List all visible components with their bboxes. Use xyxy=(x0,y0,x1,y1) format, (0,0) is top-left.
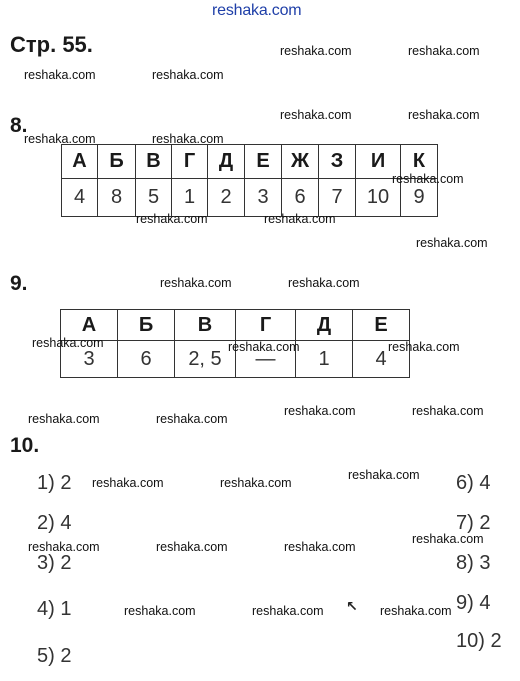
table-cell: 2 xyxy=(208,179,245,217)
table-cell: 10 xyxy=(356,179,401,217)
table-header-cell: Е xyxy=(353,310,410,341)
table-header-cell: В xyxy=(136,145,172,179)
table-header-cell: Е xyxy=(245,145,282,179)
table-cell: 6 xyxy=(282,179,319,217)
watermark: reshaka.com xyxy=(32,336,104,350)
watermark: reshaka.com xyxy=(24,132,96,146)
watermark: reshaka.com xyxy=(284,404,356,418)
watermark: reshaka.com xyxy=(284,540,356,554)
watermark: reshaka.com xyxy=(280,108,352,122)
answer-item: 6) 4 xyxy=(456,472,491,494)
answer-item: 7) 2 xyxy=(456,512,491,534)
table-cell: 5 xyxy=(136,179,172,217)
watermark: reshaka.com xyxy=(152,132,224,146)
watermark: reshaka.com xyxy=(392,172,464,186)
table-header-cell: Б xyxy=(118,310,175,341)
table-cell: 4 xyxy=(353,341,410,378)
watermark: reshaka.com xyxy=(160,276,232,290)
task-8-table xyxy=(61,144,438,217)
table-cell: 6 xyxy=(118,341,175,378)
table-cell: 1 xyxy=(172,179,208,217)
answer-item: 1) 2 xyxy=(37,472,72,494)
answer-item: 2) 4 xyxy=(37,512,72,534)
watermark: reshaka.com xyxy=(156,540,228,554)
answer-item: 9) 4 xyxy=(456,592,491,614)
page-title: Стр. 55. xyxy=(10,32,93,57)
watermark: reshaka.com xyxy=(280,44,352,58)
task-8-number: 8. xyxy=(10,114,28,137)
watermark: reshaka.com xyxy=(264,212,336,226)
watermark: reshaka.com xyxy=(28,540,100,554)
pen-mark-icon: ↖ xyxy=(346,598,358,614)
watermark: reshaka.com xyxy=(24,68,96,82)
watermark: reshaka.com xyxy=(252,604,324,618)
table-header-cell: Г xyxy=(236,310,296,341)
task-9-number: 9. xyxy=(10,272,28,295)
watermark: reshaka.com xyxy=(288,276,360,290)
table-header-cell: И xyxy=(356,145,401,179)
task-10-number: 10. xyxy=(10,434,40,457)
watermark: reshaka.com xyxy=(412,404,484,418)
watermark: reshaka.com xyxy=(92,476,164,490)
table-cell: 8 xyxy=(98,179,136,217)
watermark: reshaka.com xyxy=(412,532,484,546)
answer-item: 10) 2 xyxy=(456,630,502,652)
table-header-cell: З xyxy=(319,145,356,179)
table-header-cell: А xyxy=(62,145,98,179)
table-cell: 1 xyxy=(296,341,353,378)
watermark: reshaka.com xyxy=(416,236,488,250)
table-cell: — xyxy=(236,341,296,378)
table-header-cell: А xyxy=(61,310,118,341)
watermark: reshaka.com xyxy=(388,340,460,354)
watermark: reshaka.com xyxy=(124,604,196,618)
table-header-cell: Д xyxy=(208,145,245,179)
table-cell: 4 xyxy=(62,179,98,217)
table-header-cell: К xyxy=(401,145,438,179)
watermark: reshaka.com xyxy=(152,68,224,82)
table-header-cell: Г xyxy=(172,145,208,179)
table-cell: 3 xyxy=(245,179,282,217)
watermark: reshaka.com xyxy=(156,412,228,426)
watermark: reshaka.com xyxy=(408,108,480,122)
watermark: reshaka.com xyxy=(28,412,100,426)
table-cell: 2, 5 xyxy=(175,341,236,378)
answer-item: 3) 2 xyxy=(37,552,72,574)
site-header-link[interactable]: reshaka.com xyxy=(212,2,302,19)
answer-item: 5) 2 xyxy=(37,645,72,667)
table-header-cell: Д xyxy=(296,310,353,341)
table-header-cell: Ж xyxy=(282,145,319,179)
watermark: reshaka.com xyxy=(220,476,292,490)
table-header-cell: Б xyxy=(98,145,136,179)
watermark: reshaka.com xyxy=(348,468,420,482)
table-cell: 9 xyxy=(401,179,438,217)
table-cell: 3 xyxy=(61,341,118,378)
watermark: reshaka.com xyxy=(408,44,480,58)
answer-item: 8) 3 xyxy=(456,552,491,574)
watermark: reshaka.com xyxy=(380,604,452,618)
table-header-cell: В xyxy=(175,310,236,341)
table-cell: 7 xyxy=(319,179,356,217)
watermark: reshaka.com xyxy=(136,212,208,226)
answer-item: 4) 1 xyxy=(37,598,72,620)
watermark: reshaka.com xyxy=(228,340,300,354)
